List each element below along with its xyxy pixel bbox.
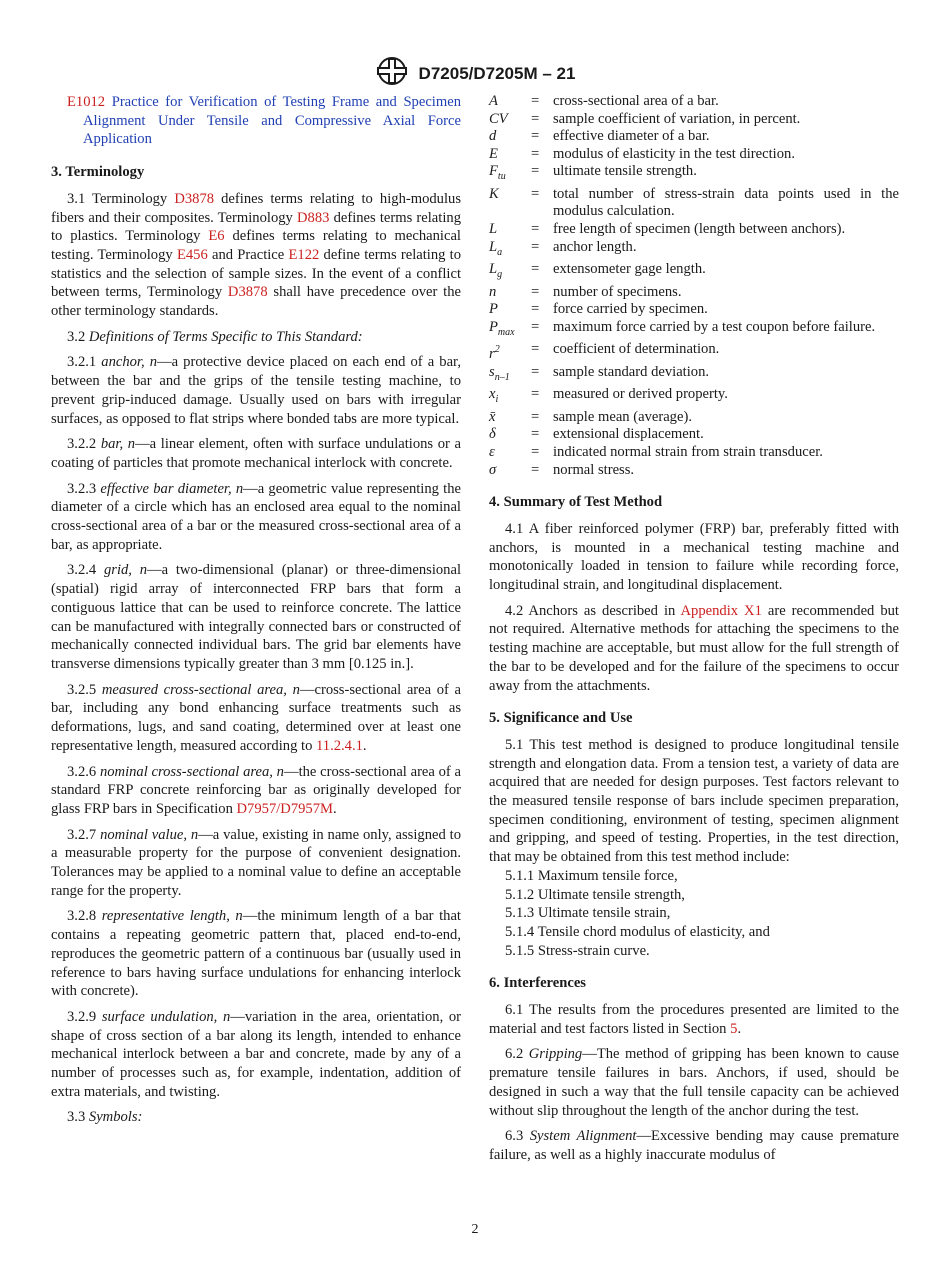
definition-nominal-area: 3.2.6 nominal cross-sectional area, n—the cross-sectional area of a standard FRP concrete reinforcing bar as originally developed for glass FRP bars in Specification D7957/D7957M. [51,763,461,817]
definition-nominal-value: 3.2.7 nominal value, n—a value, existing in name only, assigned to a measurable property for the purpose of convenient designation. Tolerances may be applied to a nominal value to define an acceptable range for the property. [51,826,461,899]
symbol-row [489,93,899,111]
symbol-row [489,128,899,146]
list-item: 5.1.2 Ultimate tensile strength, [505,886,685,903]
equals-sign: = [531,110,540,127]
definition-grid: 3.2.4 grid, n—a two-dimensional (planar) or three-dimensional (spatial) rigid array of interconnected FRP bars that form a contiguous lattice that can be used to reinforce concrete. The lattice can be manufactured with integrally connected bars or constructed of mechanically connected individual bars. The grid bar elements have transverse dimensions typically greater than 3 mm [0.125 in.]. [51,562,461,672]
paragraph-6-1: 6.1 The results from the procedures presented are limited to the material and test factors listed in Section 5. [489,1002,899,1037]
symbol: δ [489,426,496,443]
equals-sign: = [531,128,540,145]
section-heading-summary: 4. Summary of Test Method [489,494,663,511]
symbol-row [489,386,899,409]
link-e122[interactable]: E122 [288,246,320,263]
link-section-5[interactable]: 5 [730,1020,738,1037]
definition-bar: 3.2.2 bar, n—a linear element, often with surface undulations or a coating of particles that promote mechanical interlock with concrete. [51,436,461,471]
symbol: $x_i$ [489,386,499,406]
link-e456[interactable]: E456 [176,246,208,263]
definition-surface-undulation: 3.2.9 surface undulation, n—variation in the area, orientation, or shape of cross section of a bar along its length, intended to enhance mechanical interlock between a bar and concrete, made by any of a number of processes such as, for example, indentation, addition of extra materials, and twisting. [51,1008,462,1100]
symbol: A [489,93,498,109]
section-heading-significance: 5. Significance and Use [489,710,633,727]
symbol-description: indicated normal strain from strain transducer. [553,443,823,460]
equals-sign: = [531,163,540,180]
paragraph-3-3: 3.3 Symbols: [67,1109,143,1126]
paragraph-5-1: 5.1 This test method is designed to produce longitudinal tensile strength and elongation data. From a tension test, a variety of data are acquired that are needed for design purposes. Test factors relevant to the measured tensile response of bars include specimen preparation, specimen conditioning, environment of testing, specimen alignment and gripping, and speed of testing. Properties, in the test direction, that may be obtained from this test method include: [489,736,899,866]
equals-sign: = [531,301,540,318]
page-header [0,56,950,91]
symbol-description: number of specimens. [553,283,682,300]
equals-sign: = [531,221,540,238]
symbol-row [489,261,899,284]
equals-sign: = [531,341,540,358]
section-heading-interferences: 6. Interferences [489,975,586,992]
definition-measured-area: 3.2.5 measured cross-sectional area, n—cross-sectional area of a bar, including any bond enhancing surface treatments such as deformations, lugs, and sand coating, determined over at least one representative length, measured according to 11.2.4.1. [51,681,462,754]
symbols-table [489,93,899,479]
symbol: P [489,301,498,318]
equals-sign: = [531,461,540,478]
symbol-description: total number of stress-strain data points used in the modulus calculation. [553,185,899,220]
symbol-row [489,319,899,342]
page-number: 2 [471,1222,479,1237]
symbol-description: normal stress. [553,461,635,478]
standard-designation: D7205/D7205M – 21 [418,63,576,83]
symbol: $s_{n-1}$ [489,363,510,383]
paragraph-3-2: 3.2 Definitions of Terms Specific to This Standard: [67,328,363,345]
equals-sign: = [531,443,540,460]
symbol-row [489,239,899,262]
symbol: $L_g$ [489,261,503,281]
symbol: E [489,145,498,162]
link-d3878-2[interactable]: D3878 [227,284,268,301]
link-11-2-4-1[interactable]: 11.2.4.1 [316,737,363,754]
symbol-row [489,462,899,480]
symbol-description: maximum force carried by a test coupon before failure. [553,318,876,335]
ref-title-link[interactable]: Practice for Verification of Testing Frame and Specimen Alignment Under Tensile and Compressive Axial Force Application [83,94,461,148]
symbol: $L_a$ [489,238,503,258]
ref-link-e1012[interactable]: E1012 [67,94,106,110]
symbol-description: anchor length. [553,238,637,255]
symbol-description: effective diameter of a bar. [553,128,710,145]
section-heading-terminology: 3. Terminology [51,164,145,181]
equals-sign: = [531,93,540,109]
symbol-row [489,186,899,221]
equals-sign: = [531,283,540,300]
symbol-row [489,364,899,387]
symbol-row [489,221,899,239]
equals-sign: = [531,318,540,335]
symbol-description: sample coefficient of variation, in percent. [553,110,801,127]
list-item: 5.1.4 Tensile chord modulus of elasticity, and [505,923,770,940]
symbol-row [489,426,899,444]
link-d883[interactable]: D883 [296,209,330,226]
paragraph-3-1: 3.1 Terminology D3878 defines terms relating to high-modulus fibers and their composites. Terminology D883 defines terms relating to plastics. Terminology E6 defines terms relating to mechanical testing. Terminology E456 and Practice E122 define terms relating to statistics and the selection of sample sizes. In the event of a conflict between terms, Terminology D3878 shall have precedence over the other terminology standards. [51,190,462,320]
referenced-document-entry [51,93,461,149]
symbol-description: force carried by specimen. [553,301,708,318]
link-d3878[interactable]: D3878 [174,190,215,207]
symbol-description: cross-sectional area of a bar. [553,93,719,109]
equals-sign: = [531,386,540,403]
definition-effective-bar-diameter: 3.2.3 effective bar diameter, n—a geometric value representing the diameter of a circle which has an enclosed area equal to the nominal cross-sectional area of a bar or the measured cross-sectional area of a bar, as appropriate. [51,480,461,553]
symbol-row [489,163,899,186]
paragraph-4-1: 4.1 A fiber reinforced polymer (FRP) bar, preferably fitted with anchors, is mounted in a mechanical testing machine and monotonically loaded in tension to failure while recording force, longitudinal strain, and longitudinal displacement. [489,520,899,593]
equals-sign: = [531,185,540,202]
definition-anchor: 3.2.1 anchor, n—a protective device placed on each end of a bar, between the bar and the grips of the tensile testing machine, to prevent grip-induced damage. Usually used on bars with irregular surfaces, as opposed to flat strips where bonded tabs are more typical. [51,354,461,427]
symbol-description: ultimate tensile strength. [553,163,697,180]
symbol: $F_{tu}$ [489,163,506,183]
link-appendix-x1[interactable]: Appendix X1 [680,602,762,619]
symbol-row [489,284,899,302]
equals-sign: = [531,408,540,425]
symbol-row [489,444,899,462]
symbol-row [489,409,899,427]
equals-sign: = [531,261,540,278]
equals-sign: = [531,426,540,443]
symbol: L [489,221,498,238]
symbol: d [489,128,497,145]
list-item: 5.1.1 Maximum tensile force, [505,867,678,884]
symbol: x̄ [489,408,496,425]
paragraph-6-2: 6.2 Gripping—The method of gripping has been known to cause premature tensile failures in bars. Anchors, if used, should be designed in such a way that the full tensile capacity can be achieved without slip throughout the length of the anchor during the test. [489,1046,900,1119]
symbol-row [489,301,899,319]
symbol: CV [489,110,508,127]
equals-sign: = [531,145,540,162]
list-item: 5.1.3 Ultimate tensile strain, [505,905,671,922]
astm-logo-icon [375,56,409,91]
equals-sign: = [531,363,540,380]
properties-list [489,867,899,961]
symbol: ε [489,443,495,460]
symbol-description: extensional displacement. [553,426,704,443]
definition-representative-length: 3.2.8 representative length, n—the minimum length of a bar that contains a repeating geometric pattern that, placed end-to-end, reproduces the geometric pattern of a continuous bar (usually used in reference to bars having surface undulations for enhancing interlock with concrete). [51,908,461,1000]
symbol-row [489,341,899,363]
right-column [489,93,899,1172]
equals-sign: = [531,238,540,255]
symbol-description: measured or derived property. [553,386,728,403]
symbol-description: sample standard deviation. [553,363,710,380]
symbol-row [489,146,899,164]
left-column [51,93,461,1134]
symbol-description: modulus of elasticity in the test direction. [553,145,795,162]
symbol-description: extensometer gage length. [553,261,706,278]
list-item: 5.1.5 Stress-strain curve. [505,942,650,959]
symbol-row [489,111,899,129]
symbol-description: sample mean (average). [553,408,692,425]
symbol: $P_{max}$ [489,318,515,338]
symbol: n [489,283,497,300]
paragraph-4-2: 4.2 Anchors as described in Appendix X1 are recommended but not required. Alternative methods for attaching the specimens to the testing machine are acceptable, but must allow for the full strength of the bar to be developed and for the failure of the specimens to occur away from the attachments. [489,602,899,694]
symbol-description: free length of specimen (length between anchors). [553,221,846,238]
link-d7957[interactable]: D7957/D7957M [236,800,333,817]
symbol: K [489,185,499,202]
symbol: σ [489,461,497,478]
paragraph-6-3: 6.3 System Alignment—Excessive bending may cause premature failure, as well as a highly inaccurate modulus of [489,1128,899,1163]
symbol-description: coefficient of determination. [553,341,720,358]
symbol: $r^2$ [489,344,500,363]
link-e6[interactable]: E6 [208,228,225,245]
